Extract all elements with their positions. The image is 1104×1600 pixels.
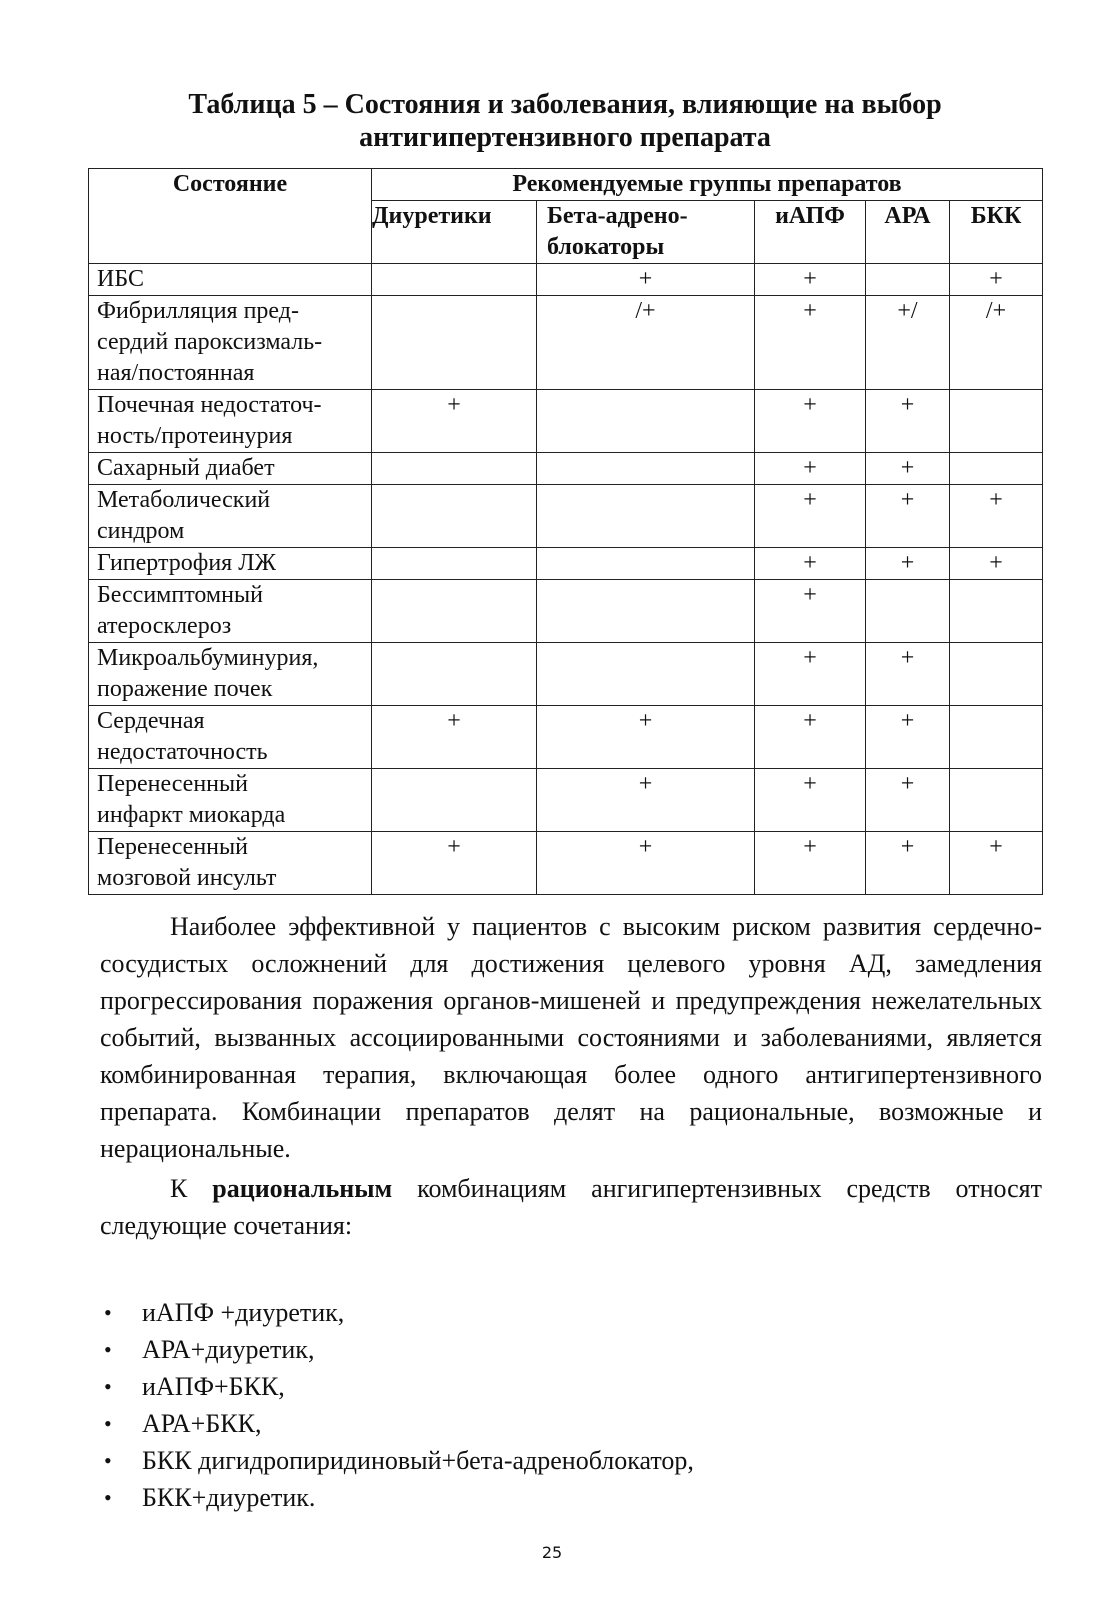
table-title-line-2: антигипертензивного препарата xyxy=(359,122,771,153)
combinations-list xyxy=(100,1294,694,1516)
recommendation-cell xyxy=(537,643,755,706)
recommendation-cell xyxy=(537,580,755,643)
bullet-icon: • xyxy=(104,1300,112,1325)
recommendation-cell: + xyxy=(755,580,866,643)
condition-cell: Перенесенный мозговой инсульт xyxy=(89,832,372,895)
recommendation-cell: + xyxy=(755,264,866,296)
condition-cell: Сердечная недостаточность xyxy=(89,706,372,769)
paragraph-combination-therapy: Наиболее эффективной у пациентов с высоким риском развития сердечно-сосудистых осложнений для достижения целевого уровня АД, замедления прогрессирования поражения органов-мишеней и предупреждения нежелательных событий, вызванных ассоциированными состояниями и заболеваниями, является комбинированная терапия, включающая более одного антигипертензивного препарата. Комбинации препаратов делят на рациональные, возможные и нерациональные. xyxy=(100,912,1042,1163)
text-block xyxy=(100,908,1042,1244)
recommendation-cell: + xyxy=(755,832,866,895)
recommendation-cell xyxy=(537,390,755,453)
recommendation-cell xyxy=(950,453,1043,485)
condition-cell: Фибрилляция пред- сердий пароксизмаль- ная/постоянная xyxy=(89,296,372,390)
recommendation-cell: + xyxy=(755,643,866,706)
list-item xyxy=(100,1294,694,1331)
recommendation-cell: + xyxy=(866,453,950,485)
recommendation-cell: /+ xyxy=(537,296,755,390)
list-item-text: иАПФ+БКК, xyxy=(142,1372,285,1401)
condition-cell: Бессимптомный атеросклероз xyxy=(89,580,372,643)
recommendation-cell: /+ xyxy=(950,296,1043,390)
list-item xyxy=(100,1442,694,1479)
column-header: БКК xyxy=(950,201,1043,264)
recommendation-cell xyxy=(950,580,1043,643)
paragraph-rational xyxy=(100,1170,1042,1244)
table-row xyxy=(89,390,1043,453)
list-item-text: АРА+диуретик, xyxy=(142,1335,315,1364)
table-row xyxy=(89,453,1043,485)
header-groups: Рекомендуемые группы препаратов xyxy=(372,169,1043,201)
recommendation-cell: + xyxy=(755,453,866,485)
recommendation-cell: + xyxy=(537,264,755,296)
page-number: 25 xyxy=(541,1543,563,1562)
recommendation-cell xyxy=(866,264,950,296)
recommendation-cell xyxy=(537,548,755,580)
condition-cell: Почечная недостаточ- ность/протеинурия xyxy=(89,390,372,453)
conditions-table xyxy=(88,168,1043,895)
recommendation-cell xyxy=(372,453,537,485)
table-row xyxy=(89,643,1043,706)
recommendation-cell xyxy=(950,769,1043,832)
recommendation-cell xyxy=(372,296,537,390)
recommendation-cell: + xyxy=(866,390,950,453)
recommendation-cell: + xyxy=(866,706,950,769)
recommendation-cell xyxy=(950,643,1043,706)
list-item xyxy=(100,1479,694,1516)
recommendation-cell: + xyxy=(755,548,866,580)
bullet-icon: • xyxy=(104,1448,112,1473)
column-header: АРА xyxy=(866,201,950,264)
recommendation-cell xyxy=(950,706,1043,769)
recommendation-cell: + xyxy=(755,296,866,390)
recommendation-cell: + xyxy=(372,832,537,895)
recommendation-cell: + xyxy=(755,485,866,548)
table-row xyxy=(89,580,1043,643)
condition-cell: Микроальбуминурия, поражение почек xyxy=(89,643,372,706)
list-item xyxy=(100,1331,694,1368)
bullet-icon: • xyxy=(104,1485,112,1510)
recommendation-cell: + xyxy=(755,769,866,832)
list-item-text: АРА+БКК, xyxy=(142,1409,262,1438)
recommendation-cell: + xyxy=(537,706,755,769)
recommendation-cell: + xyxy=(372,390,537,453)
bullet-icon: • xyxy=(104,1337,112,1362)
recommendation-cell xyxy=(372,264,537,296)
condition-cell: Перенесенный инфаркт миокарда xyxy=(89,769,372,832)
recommendation-cell: + xyxy=(950,485,1043,548)
condition-cell: Гипертрофия ЛЖ xyxy=(89,548,372,580)
bullet-icon: • xyxy=(104,1374,112,1399)
column-header: Диуретики xyxy=(372,201,537,264)
recommendation-cell xyxy=(372,548,537,580)
table-row xyxy=(89,548,1043,580)
bullet-icon: • xyxy=(104,1411,112,1436)
table-row xyxy=(89,296,1043,390)
list-item-text: БКК дигидропиридиновый+бета-адреноблокатор, xyxy=(142,1446,694,1475)
table-row xyxy=(89,264,1043,296)
recommendation-cell: + xyxy=(866,485,950,548)
list-item-text: БКК+диуретик. xyxy=(142,1483,316,1512)
recommendation-cell: + xyxy=(755,390,866,453)
table-title xyxy=(88,88,1042,154)
paragraph-rational-start: К xyxy=(170,1174,213,1203)
recommendation-cell xyxy=(537,485,755,548)
recommendation-cell xyxy=(372,580,537,643)
table-row xyxy=(89,769,1043,832)
list-item xyxy=(100,1405,694,1442)
recommendation-cell: + xyxy=(950,832,1043,895)
column-header: иАПФ xyxy=(755,201,866,264)
column-header: Бета-адрено- блокаторы xyxy=(537,201,755,264)
recommendation-cell: + xyxy=(537,769,755,832)
recommendation-cell xyxy=(537,453,755,485)
paragraph-rational-bold: рациональным xyxy=(212,1174,393,1203)
recommendation-cell: + xyxy=(866,769,950,832)
recommendation-cell: + xyxy=(950,264,1043,296)
condition-cell: ИБС xyxy=(89,264,372,296)
table-body xyxy=(89,264,1043,895)
recommendation-cell xyxy=(866,580,950,643)
recommendation-cell xyxy=(372,769,537,832)
table-title-line-1: Таблица 5 – Состояния и заболевания, влияющие на выбор xyxy=(188,89,942,120)
recommendation-cell: + xyxy=(372,706,537,769)
condition-cell: Метаболический синдром xyxy=(89,485,372,548)
recommendation-cell: + xyxy=(866,832,950,895)
table-row xyxy=(89,832,1043,895)
paragraph-rational-end: комбинациям ангигипертензивных средств относят следующие сочетания: xyxy=(100,1174,1042,1240)
recommendation-cell: + xyxy=(755,706,866,769)
table-row xyxy=(89,485,1043,548)
recommendation-cell xyxy=(372,485,537,548)
list-item-text: иАПФ +диуретик, xyxy=(142,1298,345,1327)
list-item xyxy=(100,1368,694,1405)
recommendation-cell: + xyxy=(950,548,1043,580)
recommendation-cell: + xyxy=(866,548,950,580)
recommendation-cell: + xyxy=(537,832,755,895)
recommendation-cell xyxy=(950,390,1043,453)
table-row xyxy=(89,706,1043,769)
recommendation-cell xyxy=(372,643,537,706)
recommendation-cell: + xyxy=(866,643,950,706)
header-condition: Состояние xyxy=(89,169,372,264)
condition-cell: Сахарный диабет xyxy=(89,453,372,485)
recommendation-cell: +/ xyxy=(866,296,950,390)
